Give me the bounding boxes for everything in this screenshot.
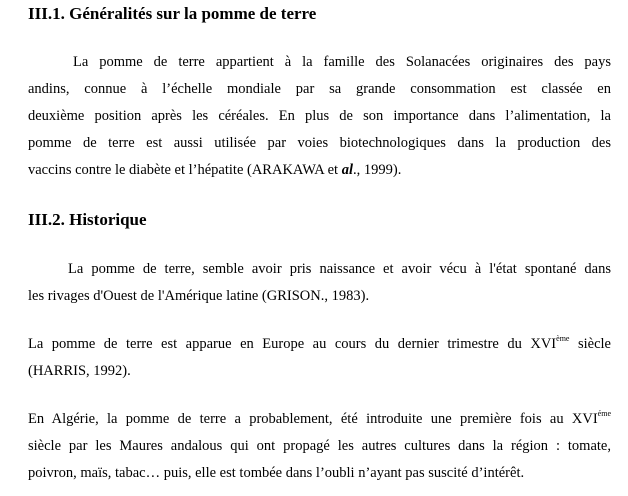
text-segment: En Algérie, la pomme de terre a probablement, été introduite une première fois au XVI	[28, 411, 598, 427]
paragraph-line: poivron, maïs, tabac… puis, elle est tombée dans l’oubli n’ayant pas suscité d’intérêt.	[28, 465, 525, 481]
paragraph-line-superscript	[28, 410, 611, 428]
section-heading-historique: III.2. Historique	[28, 210, 147, 229]
citation-text: vaccins contre le diabète et l’hépatite (ARAKAWA et	[28, 162, 342, 178]
paragraph-line-citation	[28, 161, 611, 179]
paragraph-line: les rivages d'Ouest de l'Amérique latine (GRISON., 1983).	[28, 288, 370, 304]
superscript-eme: éme	[597, 409, 611, 418]
paragraph-line-superscript	[28, 335, 611, 353]
section-heading-generalites: III.1. Généralités sur la pomme de terre	[28, 4, 317, 23]
paragraph-line: (HARRIS, 1992).	[28, 363, 131, 379]
citation-year: ., 1999).	[352, 162, 402, 178]
superscript-eme: ème	[556, 334, 570, 343]
paragraph-line: La pomme de terre, semble avoir pris naissance et avoir vécu à l'état spontané dans	[68, 261, 611, 277]
text-segment: siècle	[569, 336, 611, 352]
paragraph-line: siècle par les Maures andalous qui ont propagé les autres cultures dans la région : tomate,	[28, 438, 611, 454]
paragraph-line: pomme de terre est aussi utilisée par voies biotechnologiques dans la production des	[28, 135, 611, 151]
text-segment: La pomme de terre est apparue en Europe au cours du dernier trimestre du XVI	[28, 336, 557, 352]
citation-al: al	[341, 162, 353, 178]
paragraph-line: La pomme de terre appartient à la famille des Solanacées originaires des pays	[73, 54, 611, 70]
paragraph-line: deuxième position après les céréales. En plus de son importance dans l’alimentation, la	[28, 108, 611, 124]
paragraph-line: andins, connue à l’échelle mondiale par sa grande consommation est classée en	[28, 81, 611, 97]
